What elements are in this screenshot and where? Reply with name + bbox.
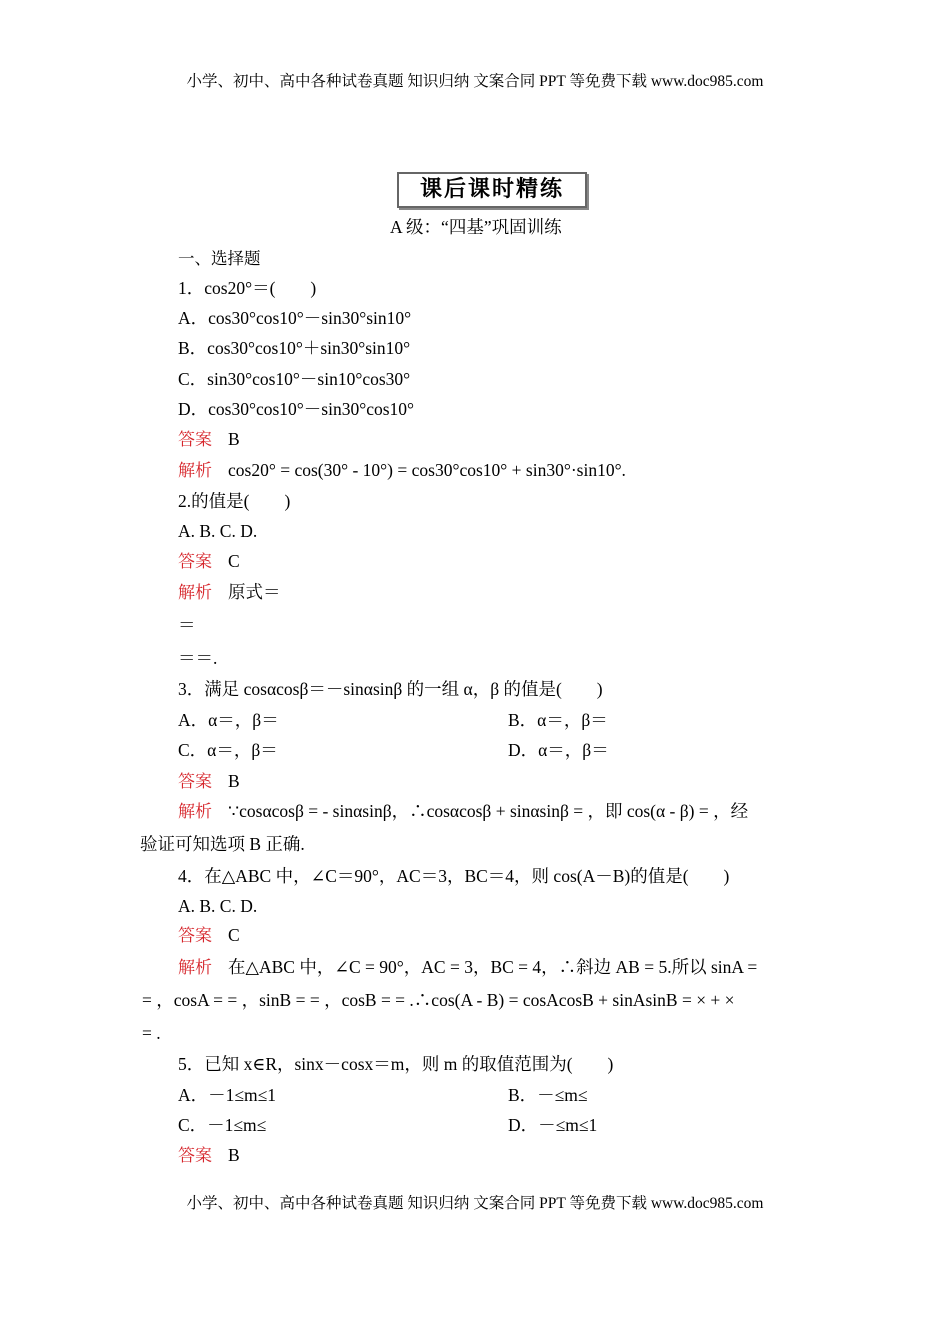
q2-analysis [178, 581, 281, 604]
analysis-label: 解析 [178, 583, 212, 603]
q4-answer [178, 924, 240, 947]
q1-option-c: C．sin30°cos10°－sin10°cos30° [178, 369, 411, 389]
page-title: 课后课时精练 [397, 172, 587, 208]
q1-analysis-text: cos20° = cos(30° - 10°) = cos30°cos10° + sin30°·sin10°. [228, 460, 626, 480]
q3-analysis [178, 800, 748, 823]
q1-option-a: A．cos30°cos10°－sin30°sin10° [178, 308, 412, 328]
subtitle: A 级：“四基”巩固训练 [390, 217, 562, 237]
analysis-label: 解析 [178, 802, 212, 822]
q2-analysis-line3: ＝＝. [178, 648, 218, 668]
analysis-label: 解析 [178, 461, 212, 481]
q1-analysis [178, 459, 626, 482]
q2-answer [178, 550, 240, 573]
analysis-label: 解析 [178, 958, 212, 978]
q3-analysis-line2: 验证可知选项 B 正确. [140, 834, 305, 854]
q1-answer [178, 428, 240, 451]
q2-stem: 2.的值是( ) [178, 491, 291, 511]
q3-option-d: D．α＝，β＝ [508, 740, 609, 760]
q1-option-d: D．cos30°cos10°－sin30°cos10° [178, 399, 415, 419]
q5-option-c: C．－1≤m≤ [178, 1115, 267, 1135]
q3-answer-value: B [228, 771, 240, 791]
q3-option-c: C．α＝，β＝ [178, 740, 278, 760]
q5-option-a: A．－1≤m≤1 [178, 1085, 276, 1105]
answer-label: 答案 [178, 772, 212, 792]
q3-option-b: B．α＝，β＝ [508, 710, 608, 730]
q4-analysis-line3: = . [142, 1023, 161, 1043]
q3-analysis-line1: ∵cosαcosβ = - sinαsinβ，∴cosαcosβ + sinαsinβ = ，即 cos(α - β) = ，经 [228, 801, 749, 821]
q3-option-a: A．α＝，β＝ [178, 710, 279, 730]
answer-label: 答案 [178, 552, 212, 572]
q5-option-d: D．－≤m≤1 [508, 1115, 598, 1135]
q5-answer [178, 1144, 240, 1167]
q3-answer [178, 770, 240, 793]
page-footer: 小学、初中、高中各种试卷真题 知识归纳 文案合同 PPT 等免费下载 www.doc985.com [186, 1195, 764, 1212]
answer-label: 答案 [178, 926, 212, 946]
q3-stem: 3．满足 cosαcosβ＝－sinαsinβ 的一组 α，β 的值是( ) [178, 679, 603, 699]
q2-analysis-line1: 原式＝ [228, 582, 281, 602]
q2-analysis-line2: ＝ [178, 615, 196, 635]
q4-analysis-line2: = ，cosA = = ，sinB = = ，cosB = = .∴cos(A - B) = cosAcosB + sinAsinB = × + × [142, 990, 735, 1010]
answer-label: 答案 [178, 430, 212, 450]
q2-answer-value: C [228, 551, 240, 571]
answer-label: 答案 [178, 1146, 212, 1166]
q4-analysis [178, 956, 757, 979]
q4-analysis-line1: 在△ABC 中，∠C = 90°，AC = 3，BC = 4，∴斜边 AB = 5.所以 sinA = [228, 957, 758, 977]
q5-option-b: B．－≤m≤ [508, 1085, 588, 1105]
q4-answer-value: C [228, 925, 240, 945]
q1-answer-value: B [228, 429, 240, 449]
q4-options: A. B. C. D. [178, 896, 258, 916]
q5-stem: 5．已知 x∈R，sinx－cosx＝m，则 m 的取值范围为( ) [178, 1054, 614, 1074]
q1-option-b: B．cos30°cos10°＋sin30°sin10° [178, 338, 411, 358]
q4-stem: 4．在△ABC 中，∠C＝90°，AC＝3，BC＝4，则 cos(A－B)的值是( ) [178, 866, 730, 886]
section-heading: 一、选择题 [178, 249, 261, 268]
page-header: 小学、初中、高中各种试卷真题 知识归纳 文案合同 PPT 等免费下载 www.doc985.com [186, 73, 764, 90]
q5-answer-value: B [228, 1145, 240, 1165]
q2-options: A. B. C. D. [178, 521, 258, 541]
q1-stem: 1．cos20°＝( ) [178, 278, 317, 298]
